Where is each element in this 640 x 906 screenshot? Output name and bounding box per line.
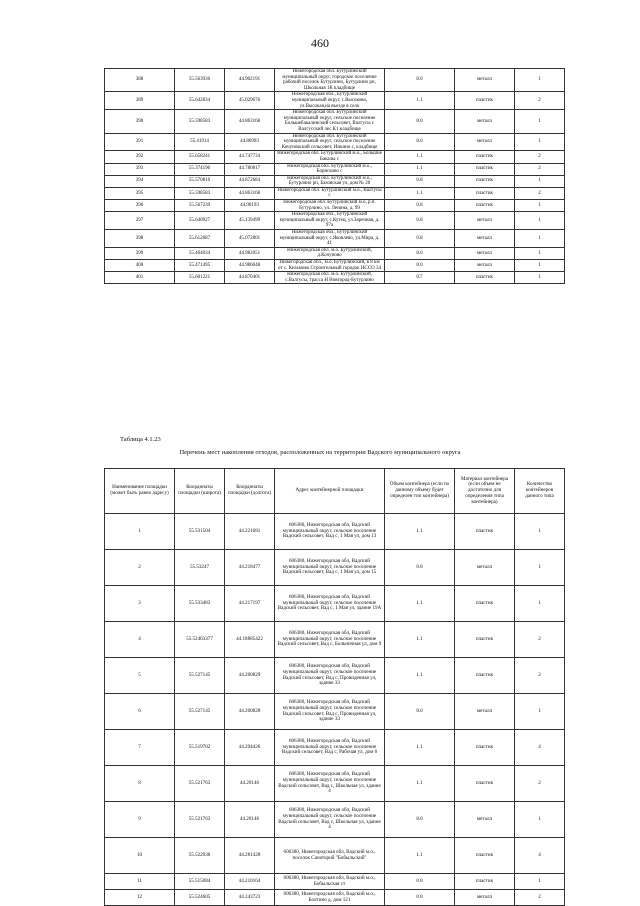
cell-row-number: 395	[105, 187, 175, 199]
cell-volume: 8.0	[385, 110, 455, 133]
cell-count: 1	[515, 247, 565, 259]
cell-volume: 0.8	[385, 890, 455, 906]
cell-volume: 0.8	[385, 212, 455, 230]
cell-latitude: 55.52463377	[175, 622, 225, 658]
cell-count: 1	[515, 550, 565, 586]
cell-material: пластик	[455, 92, 515, 110]
table-row	[105, 247, 565, 259]
cell-count: 1	[515, 175, 565, 187]
cell-longitude: 44.20146	[225, 766, 275, 802]
page-number: 460	[311, 36, 329, 50]
cell-volume: 0.7	[385, 272, 455, 284]
table-row	[105, 890, 565, 906]
table-row	[105, 260, 565, 272]
cell-row-number: 2	[105, 550, 175, 586]
table-row	[105, 730, 565, 766]
cell-material: пластик	[455, 586, 515, 622]
cell-material: пластик	[455, 151, 515, 163]
cell-row-number: 3	[105, 586, 175, 622]
cell-count: 1	[515, 260, 565, 272]
header-count: Количество контейнеров данного типа	[515, 469, 565, 514]
cell-address: Нижегородская обл. м.о. Бутурлинский, с.Валгусы, трасса Н Новгород-Бутурлино	[275, 272, 385, 284]
cell-longitude: 44.200829	[225, 658, 275, 694]
cell-longitude: 44.20146	[225, 802, 275, 838]
cell-longitude: 44.86993	[225, 133, 275, 151]
cell-material: металл	[455, 890, 515, 906]
cell-material: металл	[455, 260, 515, 272]
cell-latitude: 55.598583	[175, 187, 225, 199]
header-lon: Координаты площадки (долгота)	[225, 469, 275, 514]
cell-material: металл	[455, 230, 515, 248]
cell-address: Нижегородская обл. Бутурлинский м.о., Большие Бакалы с	[275, 151, 385, 163]
cell-volume: 1.1	[385, 514, 455, 550]
cell-address: Нижегородская обл. Бутурлинский м.о., Бутурлино рп, Базовская ул, дом № 20	[275, 175, 385, 187]
cell-longitude: 44.780817	[225, 163, 275, 175]
table-row	[105, 110, 565, 133]
cell-volume: 1.1	[385, 838, 455, 874]
cell-address: Нижегородская обл. Бутурлинский муниципальный округ, сельское поселение Большебакалинский сельсовет, Валгусы с Валгусский лес К1 кладбище	[275, 110, 385, 133]
cell-address: 606380, Нижегородская обл, Вадский муниципальный округ, сельское поселение Вадский сельсовет, Вад с, Школьная ул, здание 4	[275, 802, 385, 838]
cell-latitude: 55.658241	[175, 151, 225, 163]
cell-row-number: 392	[105, 151, 175, 163]
cell-longitude: 44.90193	[225, 200, 275, 212]
cell-longitude: 44.218477	[225, 550, 275, 586]
cell-longitude: 44.221681	[225, 514, 275, 550]
cell-material: пластик	[455, 766, 515, 802]
cell-latitude: 55.41914	[175, 133, 225, 151]
table-row	[105, 586, 565, 622]
header-material: Материал контейнера (если объем не достаточно для определения типа контейнера)	[455, 469, 515, 514]
cell-row-number: 7	[105, 730, 175, 766]
cell-address: Нижегородская обл. Бутурлинский м.о., Борисково с	[275, 163, 385, 175]
cell-count: 1	[515, 586, 565, 622]
cell-volume: 0.8	[385, 874, 455, 890]
cell-longitude: 45.139499	[225, 212, 275, 230]
cell-latitude: 55.471495	[175, 260, 225, 272]
cell-address: 606380, Нижегородская обл, Вадский м.о., Болтино д, дом 121	[275, 890, 385, 906]
table-caption: Перечень мест накопления отходов, расположенных на территории Вадского муниципального округа	[179, 449, 461, 456]
table-row	[105, 838, 565, 874]
cell-latitude: 55.531504	[175, 514, 225, 550]
cell-count: 2	[515, 622, 565, 658]
cell-count: 2	[515, 92, 565, 110]
cell-material: металл	[455, 802, 515, 838]
cell-latitude: 55.519702	[175, 730, 225, 766]
cell-address: 606380, Нижегородская обл, Вадский м.о., Бобыльская ст	[275, 874, 385, 890]
table-row	[105, 212, 565, 230]
cell-volume: 1.1	[385, 151, 455, 163]
cell-volume: 0.8	[385, 550, 455, 586]
cell-count: 1	[515, 133, 565, 151]
table-row	[105, 175, 565, 187]
cell-row-number: 9	[105, 802, 175, 838]
cell-count: 2	[515, 151, 565, 163]
cell-row-number: 401	[105, 272, 175, 284]
cell-address: 606380, Нижегородская обл, Вадский муниципальный округ, сельское поселение Вадский сельсовет, Вад с, Рабочая ул, дом 6	[275, 730, 385, 766]
cell-row-number: 12	[105, 890, 175, 906]
cell-longitude: 44.18885422	[225, 622, 275, 658]
cell-row-number: 6	[105, 694, 175, 730]
cell-material: пластик	[455, 175, 515, 187]
cell-row-number: 394	[105, 175, 175, 187]
cell-latitude: 55.527145	[175, 658, 225, 694]
table-row	[105, 69, 565, 92]
cell-count: 1	[515, 212, 565, 230]
cell-address: 606380, Нижегородская обл, Вадский муниципальный округ, сельское поселение Вадский сельсовет, Вад с, 1 Мая ул, здание 19А	[275, 586, 385, 622]
cell-row-number: 396	[105, 200, 175, 212]
cell-volume: 1.1	[385, 622, 455, 658]
cell-row-number: 390	[105, 110, 175, 133]
table-row	[105, 694, 565, 730]
cell-count: 2	[515, 658, 565, 694]
header-address: Адрес контейнерной площадки	[275, 469, 385, 514]
cell-material: пластик	[455, 514, 515, 550]
cell-latitude: 55.567239	[175, 200, 225, 212]
cell-count: 1	[515, 802, 565, 838]
table-row	[105, 658, 565, 694]
cell-material: пластик	[455, 658, 515, 694]
cell-latitude: 55.640927	[175, 212, 225, 230]
cell-material: металл	[455, 247, 515, 259]
cell-material: металл	[455, 133, 515, 151]
cell-latitude: 55.464034	[175, 247, 225, 259]
cell-volume: 8.0	[385, 133, 455, 151]
cell-address: Нижегородская обл. Бутурлинский м.о, р.п. Бутурлино, ул. Ленина, д. 99	[275, 200, 385, 212]
cell-address: 606380, Нижегородская обл, Вадский муниципальный округ, сельское поселение Вадский сельсовет, Вад с, Провиденная ул, здание 33	[275, 694, 385, 730]
cell-volume: 1.1	[385, 187, 455, 199]
cell-volume: 8.0	[385, 247, 455, 259]
cell-row-number: 389	[105, 92, 175, 110]
cell-address: 606380, Нижегородская обл, Вадский муниципальный округ, сельское поселение Вадский сельсовет, Вад с, Провиденная ул, здание 33	[275, 658, 385, 694]
cell-count: 2	[515, 890, 565, 906]
cell-longitude: 44.281428	[225, 838, 275, 874]
cell-latitude: 55.570816	[175, 175, 225, 187]
cell-address: Нижегородская обл., м.о. Бутурлинский, в 8 км от с. Кельмово Строительный городок НССО 34	[275, 260, 385, 272]
cell-count: 1	[515, 272, 565, 284]
cell-material: металл	[455, 110, 515, 133]
cell-address: 606380, Нижегородская обл, Вадский муниципальный округ, сельское поселение Вадский сельсовет, Вад с, 1 Мая ул, дом 15	[275, 550, 385, 586]
cell-longitude: 45.072801	[225, 230, 275, 248]
table-row	[105, 622, 565, 658]
cell-latitude: 55.563936	[175, 69, 225, 92]
cell-row-number: 399	[105, 247, 175, 259]
cell-count: 1	[515, 200, 565, 212]
cell-count: 1	[515, 694, 565, 730]
cell-material: пластик	[455, 187, 515, 199]
table-row	[105, 230, 565, 248]
cell-volume: 8.0	[385, 260, 455, 272]
cell-row-number: 391	[105, 133, 175, 151]
cell-longitude: 44.872684	[225, 175, 275, 187]
cell-address: 606380, Нижегородская обл, Вадский муниципальный округ, сельское поселение Вадский сельсовет, Вад с, 1 Мая ул, дом 13	[275, 514, 385, 550]
table-row	[105, 200, 565, 212]
cell-longitude: 44.747734	[225, 151, 275, 163]
cell-row-number: 11	[105, 874, 175, 890]
cell-count: 1	[515, 110, 565, 133]
cell-material: металл	[455, 69, 515, 92]
cell-longitude: 44.243723	[225, 890, 275, 906]
cell-volume: 1.1	[385, 730, 455, 766]
cell-count: 1	[515, 69, 565, 92]
cell-volume: 0.8	[385, 175, 455, 187]
cell-volume: 1.1	[385, 163, 455, 175]
cell-count: 4	[515, 838, 565, 874]
cell-volume: 8.0	[385, 802, 455, 838]
cell-longitude: 44.986048	[225, 260, 275, 272]
cell-count: 1	[515, 230, 565, 248]
cell-row-number: 5	[105, 658, 175, 694]
table-row	[105, 272, 565, 284]
cell-latitude: 55.522938	[175, 838, 225, 874]
cell-longitude: 44.217197	[225, 586, 275, 622]
cell-latitude: 55.515084	[175, 874, 225, 890]
cell-row-number: 8	[105, 766, 175, 802]
table-row	[105, 151, 565, 163]
cell-longitude: 44.210164	[225, 874, 275, 890]
cell-address: Нижегородская обл. Бутурлинский муниципальный округ, городское поселение рабочий поселок Бутурлино, Бутурлино рп, Школьная 1К кладбище	[275, 69, 385, 92]
cell-address: Нижегородская обл., Бутурлинский муниципальный округ, с.Яковлево, ул.Мира, д. 41	[275, 230, 385, 248]
cell-address: Нижегородская обл. м.о. Бутурлинский, д.Кочуново	[275, 247, 385, 259]
table-row	[105, 133, 565, 151]
cell-material: пластик	[455, 622, 515, 658]
cell-address: Нижегородская обл. Бутурлинский муниципальный округ, сельское поселение Кочуновский сельсовет, Инкино с, кладбище	[275, 133, 385, 151]
table-row	[105, 163, 565, 175]
cell-row-number: 10	[105, 838, 175, 874]
table-row	[105, 802, 565, 838]
table-row	[105, 550, 565, 586]
cell-row-number: 400	[105, 260, 175, 272]
cell-longitude: 44.870401	[225, 272, 275, 284]
cell-row-number: 398	[105, 230, 175, 248]
cell-volume: 0.8	[385, 200, 455, 212]
cell-material: металл	[455, 694, 515, 730]
cell-longitude: 44.902191	[225, 69, 275, 92]
cell-latitude: 55.527145	[175, 694, 225, 730]
cell-latitude: 55.521763	[175, 766, 225, 802]
cell-latitude: 55.524605	[175, 890, 225, 906]
cell-material: пластик	[455, 730, 515, 766]
header-name: Наименование площадки (может быть равно адресу)	[105, 469, 175, 514]
cell-longitude: 44.863168	[225, 187, 275, 199]
containers-table-previous	[104, 68, 565, 284]
cell-row-number: 393	[105, 163, 175, 175]
cell-count: 2	[515, 187, 565, 199]
cell-row-number: 397	[105, 212, 175, 230]
cell-address: 606380, Нижегородская обл, Вадский м.о., поселок Санаторий "Бобыльский"	[275, 838, 385, 874]
cell-material: пластик	[455, 874, 515, 890]
header-lat: Координаты площадки (широта)	[175, 469, 225, 514]
cell-address: Нижегородская обл. Бутурлинский м.о., Валгусы с	[275, 187, 385, 199]
cell-count: 1	[515, 874, 565, 890]
cell-longitude: 44.200828	[225, 694, 275, 730]
cell-count: 4	[515, 730, 565, 766]
cell-volume: 1.1	[385, 658, 455, 694]
table-header-row	[105, 469, 565, 514]
cell-latitude: 55.598583	[175, 110, 225, 133]
cell-volume: 8.0	[385, 69, 455, 92]
table-label: Таблица 4.1.23	[120, 436, 161, 443]
containers-table-vadsky	[104, 468, 565, 906]
cell-latitude: 55.642834	[175, 92, 225, 110]
cell-row-number: 388	[105, 69, 175, 92]
table-row	[105, 766, 565, 802]
cell-latitude: 55.601221	[175, 272, 225, 284]
cell-count: 1	[515, 514, 565, 550]
cell-address: Нижегородская обл., Бутурлинский муниципальный округ, с.Кутец, ул.Заречная, д. 97а	[275, 212, 385, 230]
cell-latitude: 55.612687	[175, 230, 225, 248]
cell-address: Нижегородская обл., Бутурлинский муниципальный округ, с.Высоково, ул.Высокая,на въезде в село	[275, 92, 385, 110]
table-row	[105, 92, 565, 110]
cell-volume: 1.1	[385, 92, 455, 110]
cell-material: металл	[455, 212, 515, 230]
header-volume: Объем контейнера (если по данному объему будет определен тип контейнера)	[385, 469, 455, 514]
table-row	[105, 514, 565, 550]
table-row	[105, 187, 565, 199]
cell-latitude: 55.533483	[175, 586, 225, 622]
cell-longitude: 44.863168	[225, 110, 275, 133]
cell-row-number: 1	[105, 514, 175, 550]
cell-longitude: 44.982051	[225, 247, 275, 259]
cell-material: пластик	[455, 163, 515, 175]
table-row	[105, 874, 565, 890]
cell-material: пластик	[455, 200, 515, 212]
cell-material: пластик	[455, 272, 515, 284]
cell-volume: 8.0	[385, 694, 455, 730]
cell-count: 2	[515, 766, 565, 802]
cell-volume: 1.1	[385, 586, 455, 622]
cell-material: металл	[455, 550, 515, 586]
cell-material: пластик	[455, 838, 515, 874]
cell-latitude: 55.521763	[175, 802, 225, 838]
cell-longitude: 45.029676	[225, 92, 275, 110]
cell-longitude: 44.204426	[225, 730, 275, 766]
cell-row-number: 4	[105, 622, 175, 658]
cell-volume: 1.1	[385, 766, 455, 802]
cell-volume: 0.8	[385, 230, 455, 248]
cell-latitude: 55.374196	[175, 163, 225, 175]
cell-latitude: 55.53247	[175, 550, 225, 586]
cell-address: 606380, Нижегородская обл, Вадский муниципальный округ, сельское поселение Вадский сельсовет, Вад с, Школьная ул, здание 4	[275, 766, 385, 802]
cell-address: 606380, Нижегородская обл, Вадский муниципальный округ, сельское поселение Вадский сельсовет, Вад с, Больничная ул, дом 9	[275, 622, 385, 658]
cell-count: 2	[515, 163, 565, 175]
